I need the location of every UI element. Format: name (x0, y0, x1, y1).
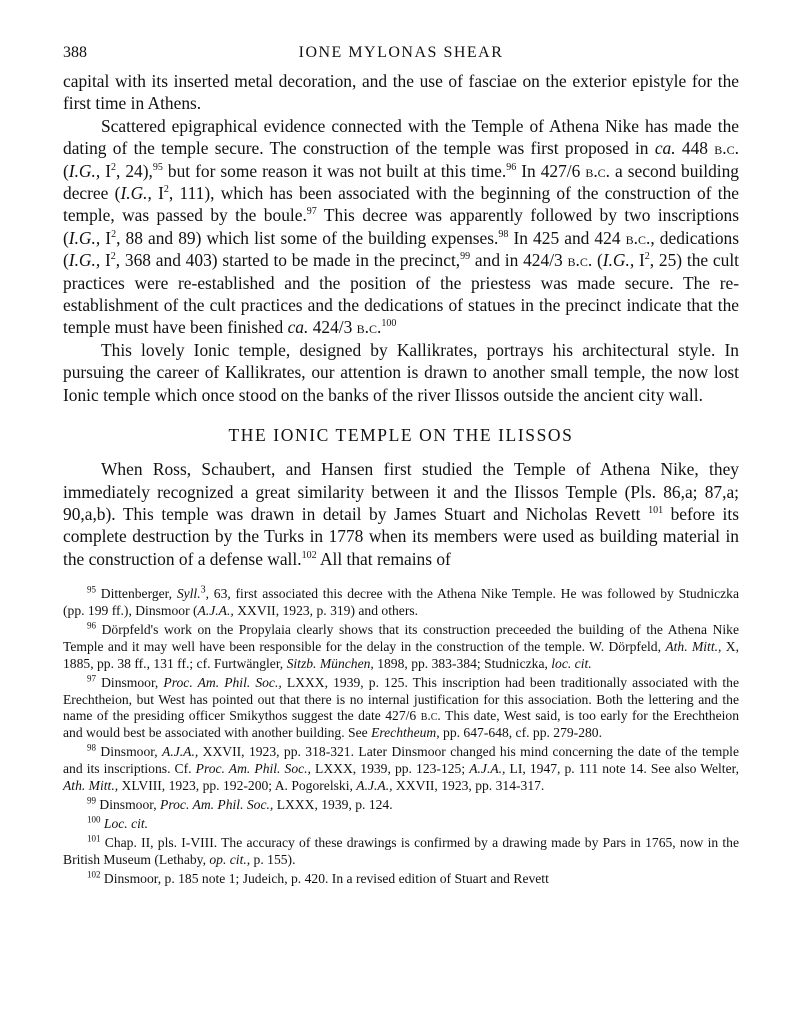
section-body-text (63, 458, 739, 570)
footnote-number: 100 (87, 814, 101, 825)
italic-text: Proc. Am. Phil. Soc., (160, 797, 274, 812)
text-run: ( (592, 250, 603, 271)
text-run: X, 1885, pp. 38 ff., 131 ff.; cf. Furtwängler, (63, 638, 739, 671)
text-run: When Ross, Schaubert, and Hansen first studied the Temple of Athena Nike, they immediately recognized a great similarity between it and the Ilissos Temple (Pls. 86,a; 87,a; 90,a,b). This temple was drawn in detail by James Stuart and Nicholas Revett (63, 459, 739, 524)
footnote (63, 871, 739, 888)
footnote (63, 675, 739, 743)
superscript: 101 (648, 505, 664, 517)
small-caps-text: b.c. (420, 708, 441, 724)
small-caps-text: b.c. (585, 160, 611, 181)
text-run: XXVII, 1923, pp. 318-321. Later Dinsmoor changed his mind concerning the date of the temple and its inscriptions. Cf. (63, 744, 739, 777)
superscript: 98 (498, 229, 509, 241)
text-run: p. 155). (250, 851, 296, 867)
text-run: Dinsmoor, (99, 797, 161, 812)
text-run: Dittenberger, (100, 586, 177, 602)
page-header (63, 44, 739, 70)
italic-text: Proc. Am. Phil. Soc., (195, 761, 311, 777)
text-run: All that remains of (316, 548, 451, 569)
text-run: but for some reason it was not built at this time. (162, 160, 507, 181)
italic-text: A.J.A., (356, 778, 393, 794)
footnote (63, 744, 739, 795)
text-run: before its complete destruction by the Turks in 1778 when its members were used as building material in the construction of a defense wall. (63, 503, 739, 569)
text-run: capital with its inserted metal decoration, and the use of fasciae on the exterior epistyle for the first time in Athens. (63, 71, 739, 114)
text-run: XXVII, 1923, pp. 314-317. (392, 778, 545, 794)
text-run: XLVIII, 1923, pp. 192-200; A. Pogorelski, (118, 778, 357, 794)
text-run: LXXX, 1939, p. 125. This inscription had been traditionally associated with the Erechtheion, but West has pointed out that there is no internal justification for this association. Both the lettering and the name of the presiding officer Smikythos suggest the date 427/6 (63, 674, 739, 724)
superscript: 100 (381, 318, 397, 330)
small-caps-text: b.c. (714, 138, 739, 159)
text-run: , 88 and 89) which list some of the building expenses. (116, 227, 499, 248)
paragraph (63, 339, 739, 406)
text-run: LI, 1947, p. 111 note 14. See also Welter, (505, 761, 740, 777)
text-run: 424/3 (308, 317, 357, 338)
superscript: 2 (111, 229, 117, 241)
italic-text: ca. (654, 138, 676, 159)
text-run: I (634, 250, 645, 271)
italic-text: I.G., (68, 160, 101, 181)
text-run: Dinsmoor, (101, 674, 164, 690)
text-run: , 111), which has been associated with the beginning of the construction of the temple, was passed by the boule. (63, 183, 739, 226)
text-run: a second building decree ( (63, 160, 740, 204)
small-caps-text: b.c. (356, 317, 382, 338)
italic-text: loc. cit. (551, 655, 592, 671)
text-run: ( (63, 160, 69, 181)
footnotes (63, 586, 739, 887)
italic-text: A.J.A., (162, 744, 199, 760)
footnote (63, 835, 739, 869)
running-head: IONE MYLONAS SHEAR (298, 44, 504, 61)
italic-text: Sitzb. München, (286, 655, 374, 671)
superscript: 99 (460, 251, 471, 263)
text-run: dedications ( (63, 227, 739, 271)
text-run: This date, West said, is too early for the Erechtheion and would best be associated with another building. See (63, 708, 739, 741)
text-run: This decree was apparently followed by two inscriptions ( (63, 205, 739, 248)
text-run: LXXX, 1939, p. 124. (273, 797, 393, 812)
text-run: , 63, first associated this decree with the Athena Nike Temple. He was followed by Studniczka (pp. 199 ff.), Dinsmoor ( (63, 586, 739, 619)
text-run: I (100, 250, 111, 271)
italic-text: I.G., (68, 227, 101, 248)
page-number: 388 (63, 44, 87, 61)
italic-text: I.G., (602, 250, 635, 271)
italic-text: ca. (287, 317, 309, 338)
italic-text: I.G., (68, 250, 101, 271)
footnote-number: 95 (87, 584, 96, 595)
text-run: Dinsmoor, p. 185 note 1; Judeich, p. 420. In a revised edition of Stuart and Revett (103, 870, 549, 886)
section-title: THE IONIC TEMPLE ON THE ILISSOS (228, 425, 574, 446)
footnote (63, 816, 739, 833)
text-run: pp. 647-648, cf. pp. 279-280. (439, 725, 602, 741)
footnote-number: 101 (87, 833, 101, 844)
footnote-number: 97 (87, 673, 96, 684)
text-run: LXXX, 1939, pp. 123-125; (310, 761, 470, 777)
footnote (63, 586, 739, 620)
text-run: 1898, pp. 383-384; Studniczka, (373, 655, 552, 671)
paragraph (63, 115, 739, 339)
text-run: Dinsmoor, (100, 744, 163, 760)
paragraph (63, 70, 739, 115)
superscript: 3 (200, 584, 206, 596)
text-run: XXVII, 1923, p. 319) and others. (233, 603, 419, 619)
small-caps-text: b.c., (625, 227, 655, 248)
text-run: 448 (675, 138, 715, 159)
paragraph (63, 458, 739, 570)
footnote (63, 797, 739, 814)
text-run: and in 424/3 (470, 250, 568, 271)
text-run: I (100, 160, 111, 181)
text-run: In 425 and 424 (508, 227, 626, 248)
text-run: I (151, 183, 164, 204)
italic-text: Proc. Am. Phil. Soc., (163, 674, 282, 690)
footnote (63, 622, 739, 673)
footnote-number: 96 (87, 620, 96, 631)
small-caps-text: b.c. (567, 250, 593, 271)
body-text (63, 70, 739, 406)
text-run: Dörpfeld's work on the Propylaia clearly shows that its construction preceeded the building of the Athena Nike Temple and it may well have been responsible for the delay in the construction of the temple. W. Dörpfeld, (63, 621, 739, 654)
italic-text: A.J.A., (197, 603, 234, 619)
superscript: 96 (506, 161, 517, 173)
superscript: 102 (301, 549, 317, 561)
superscript: 2 (111, 161, 116, 173)
superscript: 95 (152, 161, 163, 173)
footnote-number: 98 (87, 742, 96, 753)
text-run: Chap. II, pls. I-VIII. The accuracy of these drawings is confirmed by a drawing made by Pars in 1765, now in the British Museum (Lethaby, (63, 834, 739, 867)
italic-text: Ath. Mitt., (63, 778, 119, 794)
superscript: 2 (644, 251, 650, 263)
footnote-number: 99 (87, 795, 96, 806)
superscript: 97 (306, 206, 317, 218)
text-run: , 24), (116, 160, 153, 181)
italic-text: Ath. Mitt., (665, 638, 722, 654)
footnote-number: 102 (87, 869, 101, 880)
text-run: This lovely Ionic temple, designed by Kallikrates, portrays his architectural style. In pursuing the career of Kallikrates, our attention is drawn to another small temple, the now lost Ionic temple which once stood on the banks of the river Ilissos outside the ancient city wall. (63, 339, 739, 405)
text-run: Scattered epigraphical evidence connected with the Temple of Athena Nike has made the dating of the temple secure. The construction of the temple was first proposed in (63, 115, 739, 159)
italic-text: Loc. cit. (103, 815, 149, 831)
superscript: 2 (110, 251, 116, 263)
text-run: I (100, 227, 112, 248)
paper-page (63, 44, 739, 890)
superscript: 2 (163, 184, 169, 196)
text-run: , 25) the cult practices were re-established and the position of the priestess was made secure. The re-establishment of the cult practices and the dedications of statues in the precinct indicate that the temple must have been finished (63, 250, 739, 338)
italic-text: Syll. (176, 586, 201, 602)
italic-text: op. cit., (209, 851, 251, 867)
text-run: In 427/6 (516, 160, 586, 181)
text-run: , 368 and 403) started to be made in the precinct, (115, 250, 461, 271)
italic-text: I.G., (120, 183, 152, 204)
italic-text: Erechtheum, (371, 725, 440, 741)
italic-text: A.J.A., (469, 761, 506, 777)
